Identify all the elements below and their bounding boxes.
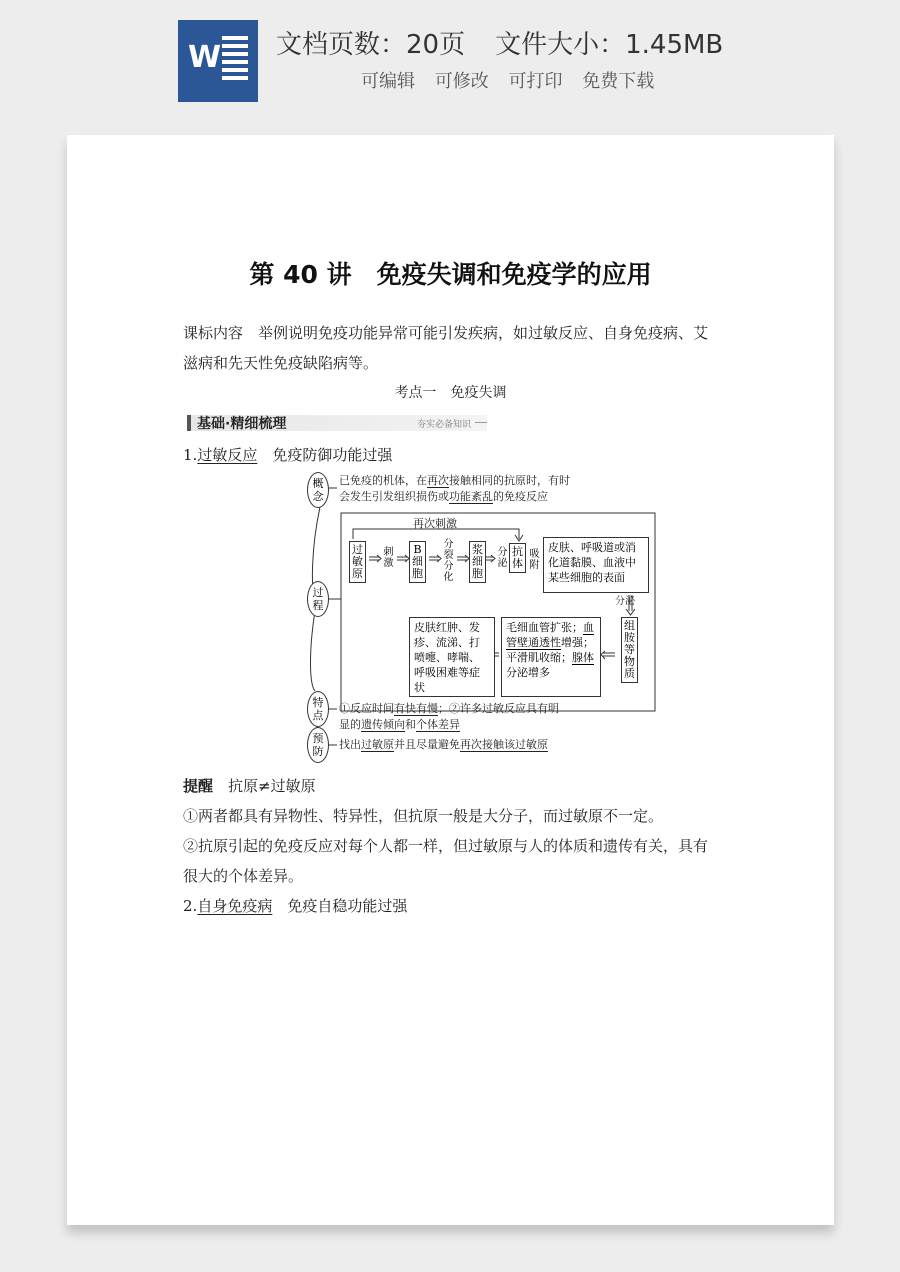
item-2-heading (183, 891, 719, 921)
item-2-term: 自身免疫病 (197, 897, 273, 915)
again-stimulate-label: 再次刺激 (413, 517, 457, 530)
vascular-effects-box: 毛细血管扩张；血管壁通透性增强；平滑肌收缩；腺体分泌增多 (501, 617, 601, 697)
allergy-diagram (303, 469, 659, 761)
word-document-icon (178, 20, 258, 102)
symptoms-box: 皮肤红肿、发疹、流涕、打喷嚏、哮喘、呼吸困难等症状 (409, 617, 495, 697)
feature-free-download: 免费下载 (582, 71, 655, 92)
section-tag: 夯实必备知识 (416, 420, 471, 430)
item-1-desc: 免疫防御功能过强 (272, 446, 393, 464)
feature-oval: 特点 (307, 691, 329, 727)
item-1-term: 过敏反应 (197, 446, 258, 464)
feature-editable: 可编辑 (361, 71, 415, 92)
stimulate-label: 刺激 (383, 547, 394, 569)
secrete-2-label: 分泌 (615, 596, 635, 607)
document-title: 第 40 讲 免疫失调和免疫学的应用 (249, 260, 652, 289)
header-banner (0, 0, 900, 130)
process-oval: 过程 (307, 581, 329, 617)
prevent-oval: 预防 (307, 727, 329, 763)
concept-oval: 概念 (307, 472, 329, 508)
cell-surface-box: 皮肤、呼吸道或消化道黏膜、血液中某些细胞的表面 (543, 537, 649, 593)
reminder-label: 提醒 (183, 777, 214, 795)
point-2: ②抗原引起的免疫反应对每个人都一样，但过敏原与人的体质和遗传有关，具有很大的个体差异。 (183, 837, 709, 885)
topic-heading: 考点一 免疫失调 (394, 385, 507, 401)
adsorb-label: 吸附 (529, 549, 540, 571)
feature-printable: 可打印 (508, 71, 563, 92)
file-meta (276, 24, 723, 61)
secrete-label: 分泌 (497, 547, 508, 569)
antibody-box: 抗体 (509, 543, 526, 573)
item-2-number: 2. (183, 897, 198, 915)
document-page (67, 135, 834, 1225)
curriculum-paragraph (183, 318, 719, 378)
feature-line-1: ①反应时间有快有慢；②许多过敏反应具有明 (339, 702, 559, 715)
feature-modifiable: 可修改 (434, 71, 489, 92)
feature-line-2: 显的遗传倾向和个体差异 (339, 718, 460, 731)
curriculum-text: 举例说明免疫功能异常可能引发疾病，如过敏反应、自身免疫病、艾滋病和先天性免疫缺陷病等。 (183, 324, 709, 372)
item-2-desc: 免疫自稳功能过强 (287, 897, 408, 915)
allergen-box: 过敏原 (349, 541, 366, 583)
page-count: 文档页数：20页 (276, 30, 466, 60)
plasma-cell-box: 浆细胞 (469, 541, 486, 583)
file-size: 文件大小：1.45MB (495, 30, 724, 60)
point-1: ①两者都具有异物性、特异性，但抗原一般是大分子，而过敏原不一定。 (183, 807, 664, 825)
section-header (187, 415, 487, 431)
word-logo-letter: W (188, 40, 222, 75)
b-cell-box: B细胞 (409, 541, 426, 583)
concept-line-2: 会发生引发组织损伤或功能紊乱的免疫反应 (339, 490, 548, 503)
reminder-line (183, 771, 719, 801)
prevent-line: 找出过敏原并且尽量避免再次接触该过敏原 (339, 738, 548, 751)
feature-list (361, 67, 662, 93)
reminder-text: 抗原≠过敏原 (228, 777, 316, 795)
section-label: 基础·精细梳理 (197, 416, 287, 432)
item-1-heading (183, 440, 719, 470)
histamine-box: 组胺等物质 (621, 617, 638, 683)
concept-line-1: 已免疫的机体，在再次接触相同的抗原时，有时 (339, 474, 570, 487)
item-1-number: 1. (183, 446, 198, 464)
divide-label: 分裂分化 (443, 539, 454, 583)
curriculum-label: 课标内容 (183, 324, 244, 342)
